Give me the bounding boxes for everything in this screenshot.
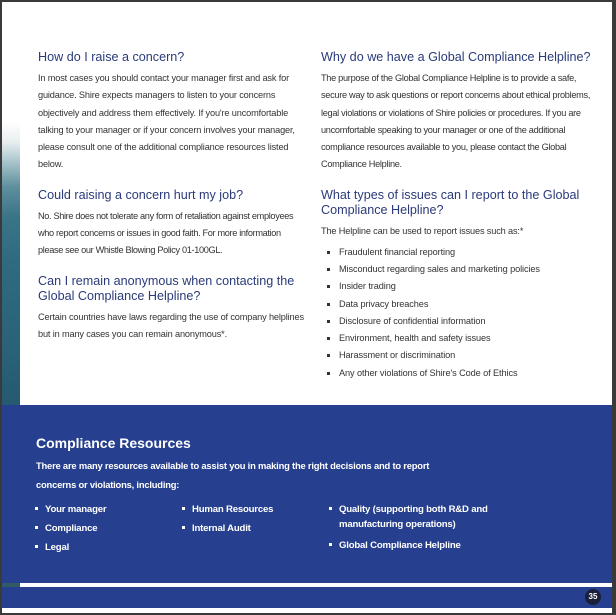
section-body: No. Shire does not tolerate any form of retaliation against employees who report concerns or issues in good faith. For more information please see our Whistle Blowing Policy 01-100GL. [38,210,294,256]
list-item: Environment, health and safety issues [327,330,591,347]
section-heading: Can I remain anonymous when contacting the Global Compliance Helpline? [38,273,295,303]
issue-types-list [321,244,591,382]
resource-item: Quality (supporting both R&D and manufacturing operations) [329,502,499,532]
section-heading: Could raising a concern hurt my job? [38,187,244,202]
resource-item: Your manager [35,500,106,519]
bottom-margin [2,608,612,613]
bullet-icon [327,303,330,306]
resources-title: Compliance Resources [36,435,191,451]
right-column [321,50,591,396]
resource-item: Legal [35,538,106,557]
bullet-icon [35,526,38,529]
section-body: The Helpline can be used to report issues such as:* [321,225,524,236]
list-item: Any other violations of Shire's Code of Ethics [327,365,591,382]
page-number-badge: 35 [585,589,601,605]
resource-item: Global Compliance Helpline [329,536,499,555]
list-item: Harassment or discrimination [327,347,591,364]
section-anonymous [38,274,306,344]
section-hurt-my-job [38,188,306,260]
section-body: The purpose of the Global Compliance Helpline is to provide a safe, secure way to ask questions or report concerns about ethical problems, legal violations or violations of Shire policies or procedures. If you are uncomfortable speaking to your manager or one of the additional compliance resources available to you, please contact the Global Compliance Helpline. [321,73,591,170]
resources-list-column-1 [35,500,106,557]
section-issue-types [321,188,591,382]
left-column [38,50,306,357]
section-heading: What types of issues can I report to the Global Compliance Helpline? [321,187,580,217]
resource-item: Compliance [35,519,106,538]
footer-divider-line [20,583,612,587]
resources-intro: There are many resources available to assist you in making the right decisions and to report concerns or violations, including: [36,460,430,490]
section-heading: How do I raise a concern? [38,50,185,64]
document-page [2,2,612,613]
bullet-icon [329,543,332,546]
bullet-icon [35,507,38,510]
section-heading: Why do we have a Global Compliance Helpline? [321,50,591,64]
bullet-icon [182,526,185,529]
bullet-icon [182,507,185,510]
list-item: Disclosure of confidential information [327,313,591,330]
compliance-resources-band [2,405,612,613]
bullet-icon [327,268,330,271]
bullet-icon [329,507,332,510]
band-edge-accent [2,583,20,587]
bullet-icon [35,545,38,548]
resource-item: Internal Audit [182,519,273,538]
bullet-icon [327,354,330,357]
resource-item: Human Resources [182,500,273,519]
list-item: Misconduct regarding sales and marketing policies [327,261,591,278]
resources-list-column-3 [329,502,499,555]
section-why-helpline [321,50,591,174]
bullet-icon [327,320,330,323]
list-item: Data privacy breaches [327,296,591,313]
bullet-icon [327,251,330,254]
resources-list-column-2 [182,500,273,538]
bullet-icon [327,337,330,340]
decorative-ocean-image-strip [2,2,20,405]
list-item: Fraudulent financial reporting [327,244,591,261]
list-item: Insider trading [327,278,591,295]
bullet-icon [327,285,330,288]
section-body: In most cases you should contact your manager first and ask for guidance. Shire expects managers to listen to your concerns objectively and address them effectively. If you're uncomfortable talking to your manager or if your concern involves your manager, please consult one of the additional compliance resources listed below. [38,73,295,170]
section-body: Certain countries have laws regarding the use of company helplines but in many cases you can remain anonymous*. [38,311,304,339]
bullet-icon [327,372,330,375]
section-raise-concern [38,50,306,174]
